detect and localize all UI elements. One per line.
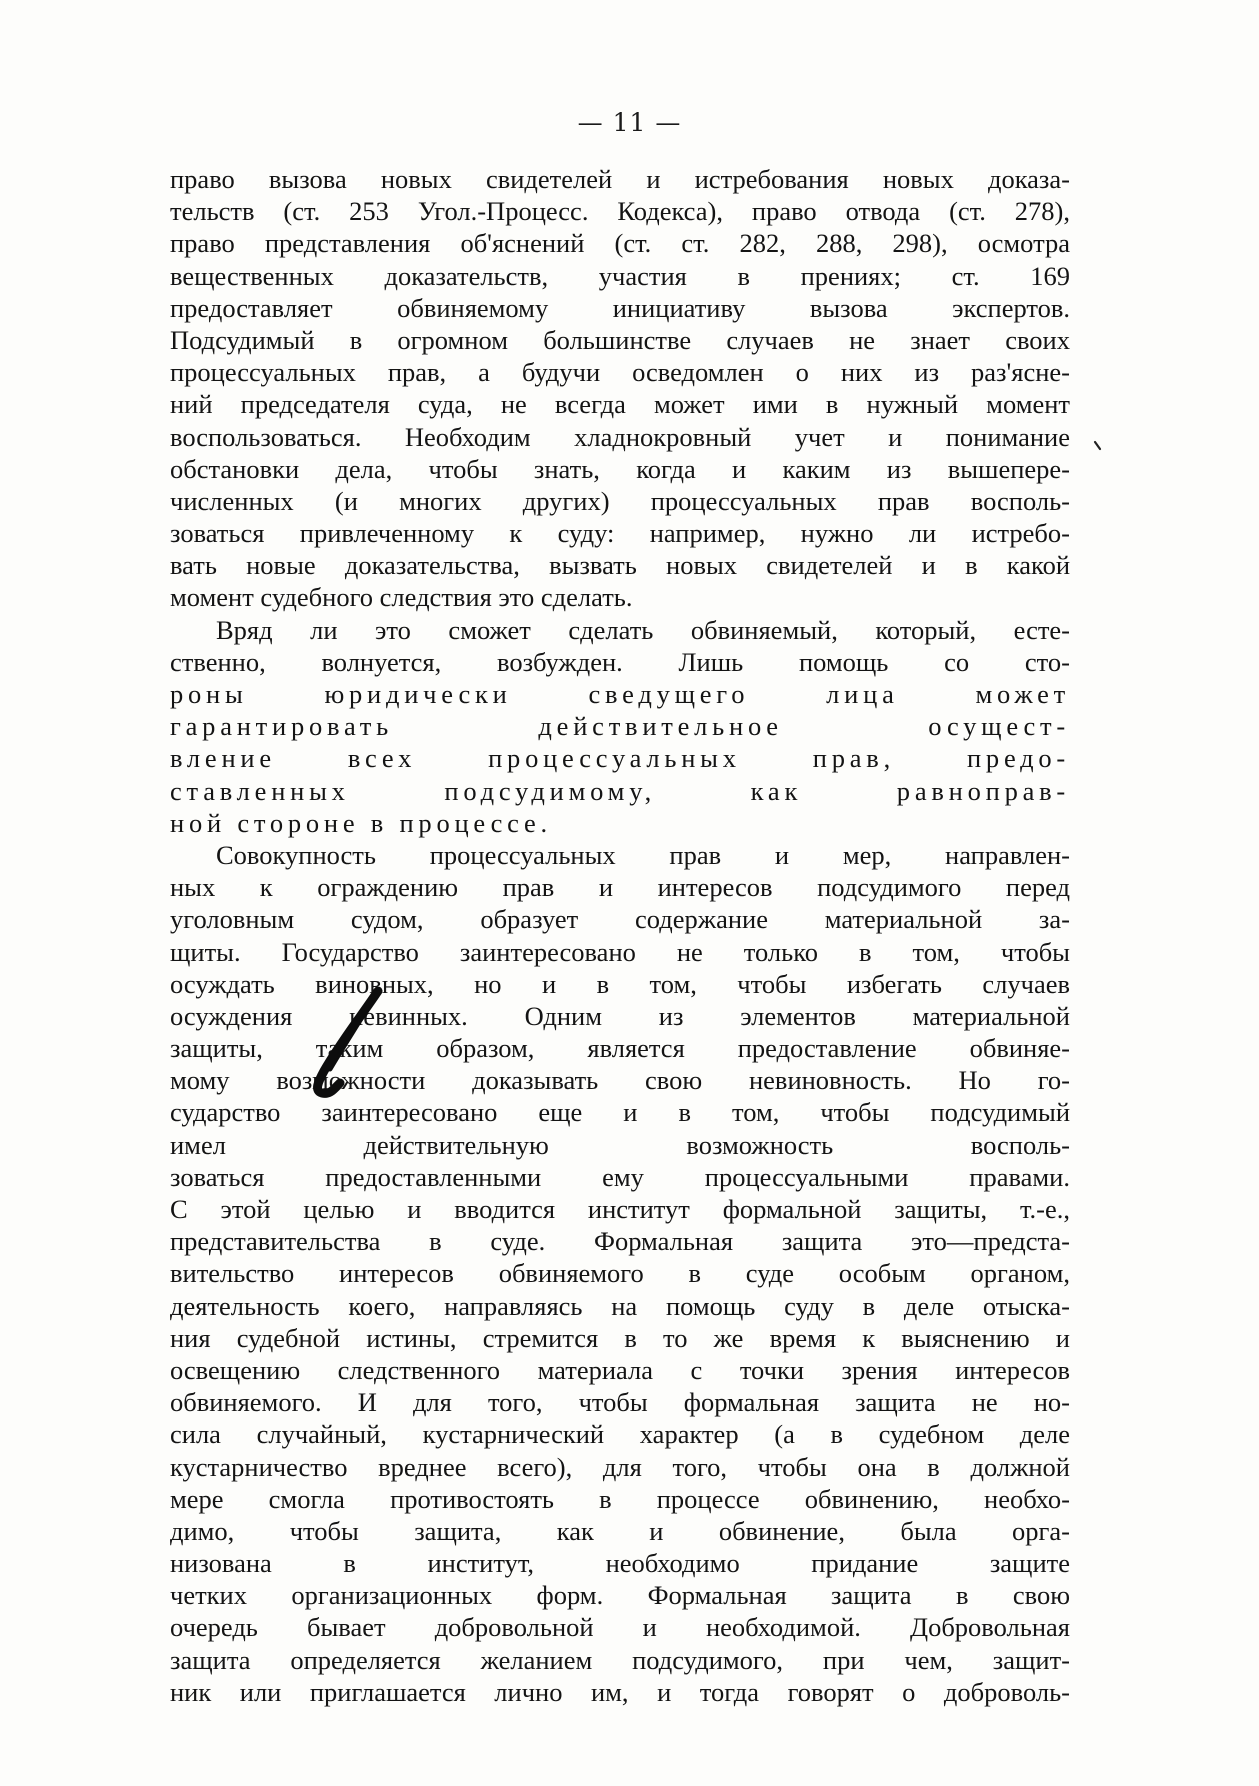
text-line: тельств (ст. 253 Угол.-Процесс. Кодекса), право отвода (ст. 278), (170, 196, 1070, 227)
text-line: право представления об'яснений (ст. ст. 282, 288, 298), осмотра (170, 228, 1070, 259)
text-line: представительства в суде. Формальная защита это—предста- (170, 1226, 1070, 1257)
text-line: ний председателя суда, не всегда может ими в нужный момент (170, 389, 1070, 420)
text-line: сударство заинтересовано еще и в том, чтобы подсудимый (170, 1097, 1070, 1128)
text-line: Совокупность процессуальных прав и мер, направлен- (216, 839, 1070, 870)
text-line: С этой целью и вводится институт формальной защиты, т.-е., (170, 1194, 1070, 1224)
text-line: очередь бывает добровольной и необходимой. Добровольная (170, 1612, 1070, 1643)
text-line: вещественных доказательств, участия в прениях; ст. 169 (170, 260, 1070, 291)
text-line: четких организационных форм. Формальная защита в свою (170, 1580, 1070, 1611)
text-line: имел действительную возможность восполь- (170, 1129, 1070, 1160)
text-line: щиты. Государство заинтересовано не только в том, чтобы (170, 936, 1070, 967)
text-line: защита определяется желанием подсудимого, при чем, защит- (170, 1644, 1070, 1675)
text-line: право вызова новых свидетелей и истребования новых доказа- (170, 164, 1070, 194)
text-line: защиты, таким образом, является предоставление обвиняе- (170, 1033, 1070, 1064)
text-line: момент судебного следствия это сделать. (170, 582, 633, 613)
text-line: уголовным судом, образует содержание материальной за- (170, 904, 1070, 935)
text-line: воспользоваться. Необходим хладнокровный учет и понимание (170, 421, 1070, 452)
margin-tick-icon (1093, 440, 1103, 452)
text-line: димо, чтобы защита, как и обвинение, была орга- (170, 1515, 1070, 1546)
text-line: ных к ограждению прав и интересов подсудимого перед (170, 872, 1070, 903)
text-line: процессуальных прав, а будучи осведомлен о них из раз'ясне- (170, 357, 1070, 388)
text-line: вать новые доказательства, вызвать новых свидетелей и в какой (170, 550, 1070, 581)
text-line: роны юридически сведущего лица может (170, 679, 1070, 709)
text-line: ник или приглашается лично им, и тогда говорят о доброволь- (170, 1676, 1070, 1707)
text-line: обстановки дела, чтобы знать, когда и каким из вышепере- (170, 453, 1070, 484)
text-line: обвиняемого. И для того, чтобы формальная защита не но- (170, 1387, 1070, 1418)
text-line: кустарничество вреднее всего), для того, чтобы она в должной (170, 1451, 1070, 1482)
handwritten-pen-stroke-icon (300, 985, 390, 1105)
text-line: гарантировать действительное осущест- (170, 711, 1070, 742)
text-line: деятельность коего, направляясь на помощь суду в деле отыска- (170, 1290, 1070, 1321)
text-line: низована в институт, необходимо придание защите (170, 1548, 1070, 1579)
text-line: Вряд ли это сможет сделать обвиняемый, который, есте- (216, 614, 1070, 645)
body-text (170, 163, 1070, 1708)
text-line: зоваться привлеченному к суду: например, нужно ли истребо- (170, 518, 1070, 549)
text-line: ния судебной истины, стремится в то же время к выяснению и (170, 1322, 1070, 1353)
text-line: осуждать виновных, но и в том, чтобы избегать случаев (170, 968, 1070, 999)
text-line: осуждения невинных. Одним из элементов материальной (170, 1000, 1070, 1031)
text-line: Подсудимый в огромном большинстве случаев не знает своих (170, 324, 1070, 355)
text-line: численных (и многих других) процессуальных прав восполь- (170, 485, 1070, 516)
text-line: освещению следственного материала с точки зрения интересов (170, 1354, 1070, 1385)
text-line: вление всех процессуальных прав, предо- (170, 743, 1070, 774)
text-line: ставленных подсудимому, как равноправ- (170, 775, 1070, 806)
text-line: вительство интересов обвиняемого в суде особым органом, (170, 1258, 1070, 1289)
text-line: мому возможности доказывать свою невиновность. Но го- (170, 1065, 1070, 1096)
text-line: зоваться предоставленными ему процессуальными правами. (170, 1161, 1070, 1192)
text-line: мере смогла противостоять в процессе обвинению, необхо- (170, 1483, 1070, 1514)
text-line: предоставляет обвиняемому инициативу вызова экспертов. (170, 292, 1070, 323)
text-line: ственно, волнуется, возбужден. Лишь помощь со сто- (170, 646, 1070, 677)
page-number: — 11 — (577, 108, 682, 137)
text-line: ной стороне в процессе. (170, 807, 552, 838)
text-line: сила случайный, кустарнический характер (а в судебном деле (170, 1419, 1070, 1450)
